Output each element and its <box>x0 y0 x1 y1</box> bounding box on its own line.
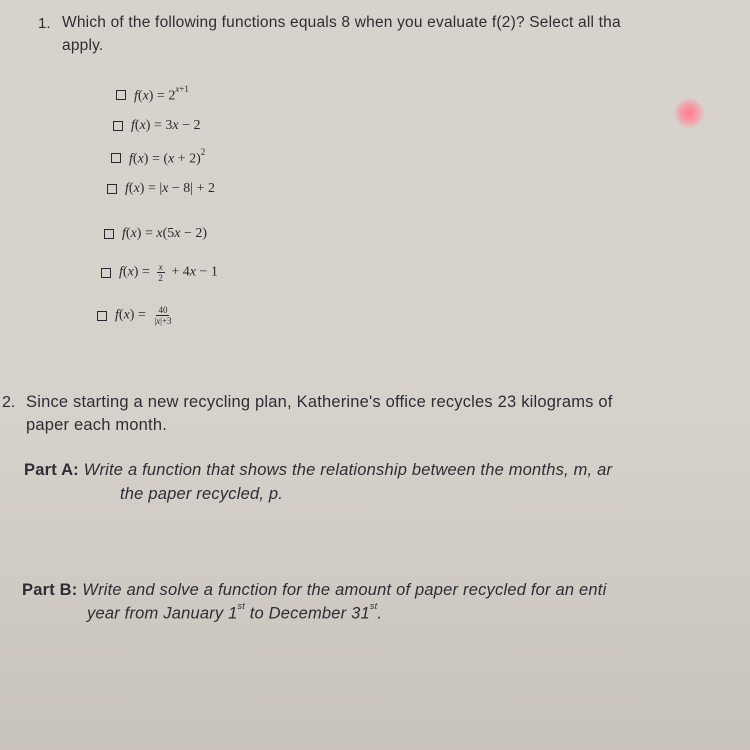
question-1-text-line2: apply. <box>62 37 104 54</box>
option-1[interactable] <box>116 86 189 105</box>
part-b-line1 <box>22 581 606 600</box>
checkbox[interactable] <box>97 311 107 321</box>
option-7-formula: f(x) = $\frac{40}{|x|+3}$ <box>115 305 172 326</box>
question-2-text-line1: Since starting a new recycling plan, Katherine's office recycles 23 kilograms of <box>26 393 613 411</box>
option-3[interactable] <box>111 149 205 168</box>
option-6[interactable] <box>101 262 218 283</box>
checkbox[interactable] <box>116 90 126 100</box>
part-b-label: Part B: <box>22 581 78 599</box>
checkbox[interactable] <box>107 184 117 194</box>
part-b-line2-post: . <box>377 604 383 623</box>
option-6-formula: f(x) = $\frac{x}{2}$ + 4x − 1 <box>119 262 218 283</box>
part-a-label: Part A: <box>24 461 79 479</box>
checkbox[interactable] <box>101 268 111 278</box>
option-4[interactable] <box>107 181 215 197</box>
option-2-formula: f(x) = 3x − 2 <box>131 118 201 133</box>
question-1-number: 1. <box>38 15 51 32</box>
option-7[interactable] <box>97 305 177 326</box>
part-b-sup1: st <box>237 601 245 611</box>
question-1-text-line1: Which of the following functions equals 8 when you evaluate f(2)? Select all tha <box>62 14 621 31</box>
option-5[interactable] <box>104 226 207 242</box>
part-b-line2-mid: to December 31 <box>244 604 370 623</box>
part-a-line1 <box>24 461 612 480</box>
question-2-text-line2: paper each month. <box>26 416 167 434</box>
part-b-line2-pre: year from January 1 <box>87 604 238 623</box>
option-2[interactable] <box>113 118 200 134</box>
part-a-text: Write a function that shows the relationship between the months, m, ar <box>83 461 613 479</box>
part-b-line2 <box>87 601 383 624</box>
option-3-formula: $f(x) = (x + 2)^2$ <box>129 147 206 167</box>
option-1-formula: $f(x) = 2^{x+1}$ <box>134 84 189 104</box>
checkbox[interactable] <box>113 121 123 131</box>
checkbox[interactable] <box>104 229 114 239</box>
part-a-line2: the paper recycled, p. <box>120 485 284 503</box>
option-5-formula: f(x) = x(5x − 2) <box>122 226 208 241</box>
option-4-formula: f(x) = |x − 8| + 2 <box>125 181 215 196</box>
question-2-number: 2. <box>2 394 16 411</box>
part-b-sup2: st <box>369 601 378 611</box>
light-glare <box>674 98 704 128</box>
checkbox[interactable] <box>111 153 121 163</box>
part-b-text: Write and solve a function for the amount of paper recycled for an enti <box>82 581 607 599</box>
